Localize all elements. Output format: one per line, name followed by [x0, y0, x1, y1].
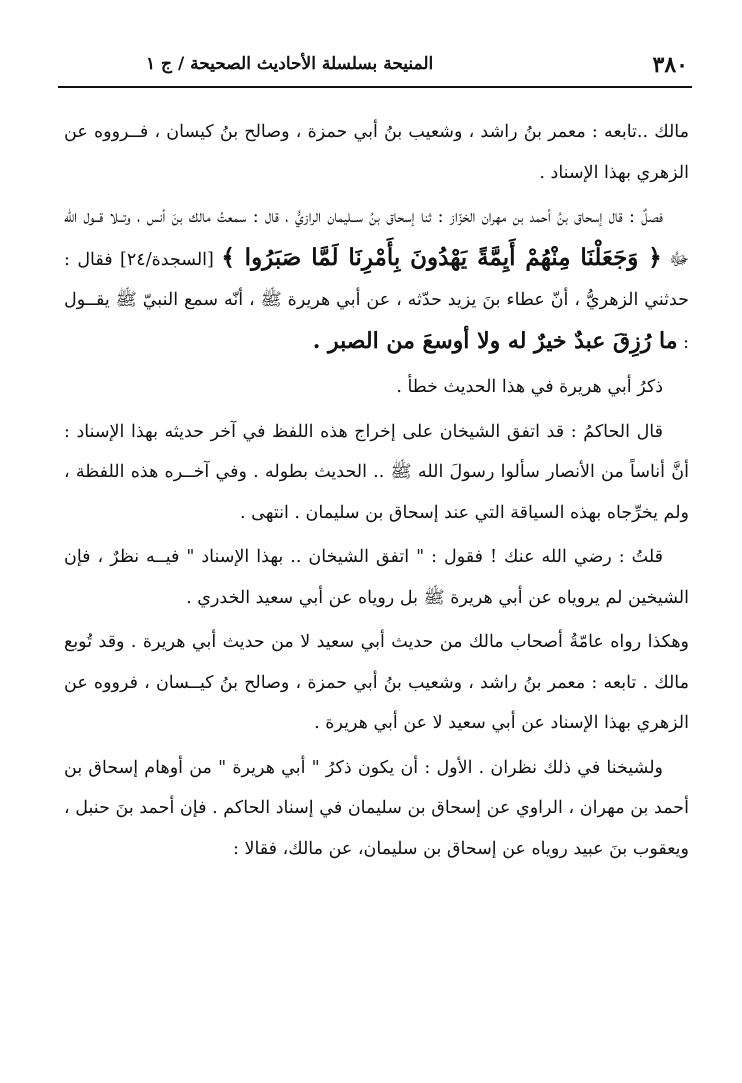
page-number: ٣٨٠: [652, 52, 688, 78]
paragraph-1: [64, 112, 689, 193]
hadith-text: ما رُزِقَ عبدٌ خيرٌ له ولا أوسعَ من الصبر .: [312, 327, 678, 354]
paragraph-2: [64, 197, 689, 363]
text-run: قال الحاكمُ : قد اتفق الشيخان على إخراج هذه اللفظ في آخر حديثه بهذا الإسناد : أنَّ أناساً من الأنصار سألوا رسولَ الله ﷺ .. الحديث بطوله . وفي آخــره هذه اللفظة ، ولم يخرِّجاه بهذه السياقة التي عند إسحاق بن سليمان . انتهى .: [64, 421, 689, 523]
text-run: ولشيخنا في ذلك نظران . الأول : أن يكون ذكرُ " أبي هريرة " من أوهام إسحاق بن أحمد بن مهران ، الراوي عن إسحاق بن سليمان في إسناد الحاكم . فإن أحمد بنَ حنبل ، ويعقوب بنَ عبيد روياه عن إسحاق بن سليمان، عن مالك، فقالا :: [64, 757, 689, 859]
text-run: قلتُ : رضي الله عنك ! فقول : " اتفق الشيخان .. بهذا الإسناد " فيــه نظرٌ ، فإن الشيخين لم يروياه عن أبي هريرة ﷺ بل روياه عن أبي سعيد الخدري .: [64, 547, 689, 608]
text-run: مالك ..تابعه : معمر بنُ راشد ، وشعيب بنُ أبي حمزة ، وصالح بنُ كيسان ، فــرووه عن الزهري بهذا الإسناد .: [64, 122, 689, 183]
text-run: [السجدة/٢٤] فقال : حدثني الزهريُّ ، أنّ عطاء بنَ يزيد حدّثه ، عن أبي هريرة ﷺ ، أنّه سمع النبيّ ﷺ يقــول :: [64, 249, 689, 353]
header-divider: [58, 86, 692, 88]
main-text: [64, 112, 689, 873]
paragraph-7: [64, 748, 689, 870]
paragraph-4: [64, 412, 689, 534]
section-heading: ذكرُ أبي هريرة في هذا الحديث خطأ .: [396, 377, 663, 397]
running-title: المنيحة بسلسلة الأحاديث الصحيحة / ج ١: [146, 54, 434, 74]
paragraph-6: [64, 622, 689, 744]
quran-verse: ﴿ وَجَعَلْنَا مِنْهُمْ أَيِمَّةً يَهْدُونَ بِأَمْرِنَا لَمَّا صَبَرُوا ﴾: [221, 243, 662, 271]
page-header: [58, 48, 688, 88]
text-run: وهكذا رواه عامّةُ أصحاب مالك من حديث أبي سعيد لا من حديث أبي هريرة . وقد تُوبع مالك . تابعه : معمر بنُ راشد ، وشعيب بنُ أبي حمزة ، وصالح بنُ كيــسان ، فرووه عن الزهري بهذا الإسناد عن أبي سعيد لا عن أبي هريرة .: [64, 632, 689, 733]
paragraph-3: [64, 367, 689, 408]
paragraph-5: [64, 537, 689, 618]
text-run: فصلٌ : قال إسحاق بنُ أحمد بن مهران الخزّاز : ثنا إسحاق بنُ ســليمان الرازيُّ ، قال : سمعتُ مالك بنَ أنس ، وتــلا قــول الله ﷻ: [64, 207, 689, 270]
